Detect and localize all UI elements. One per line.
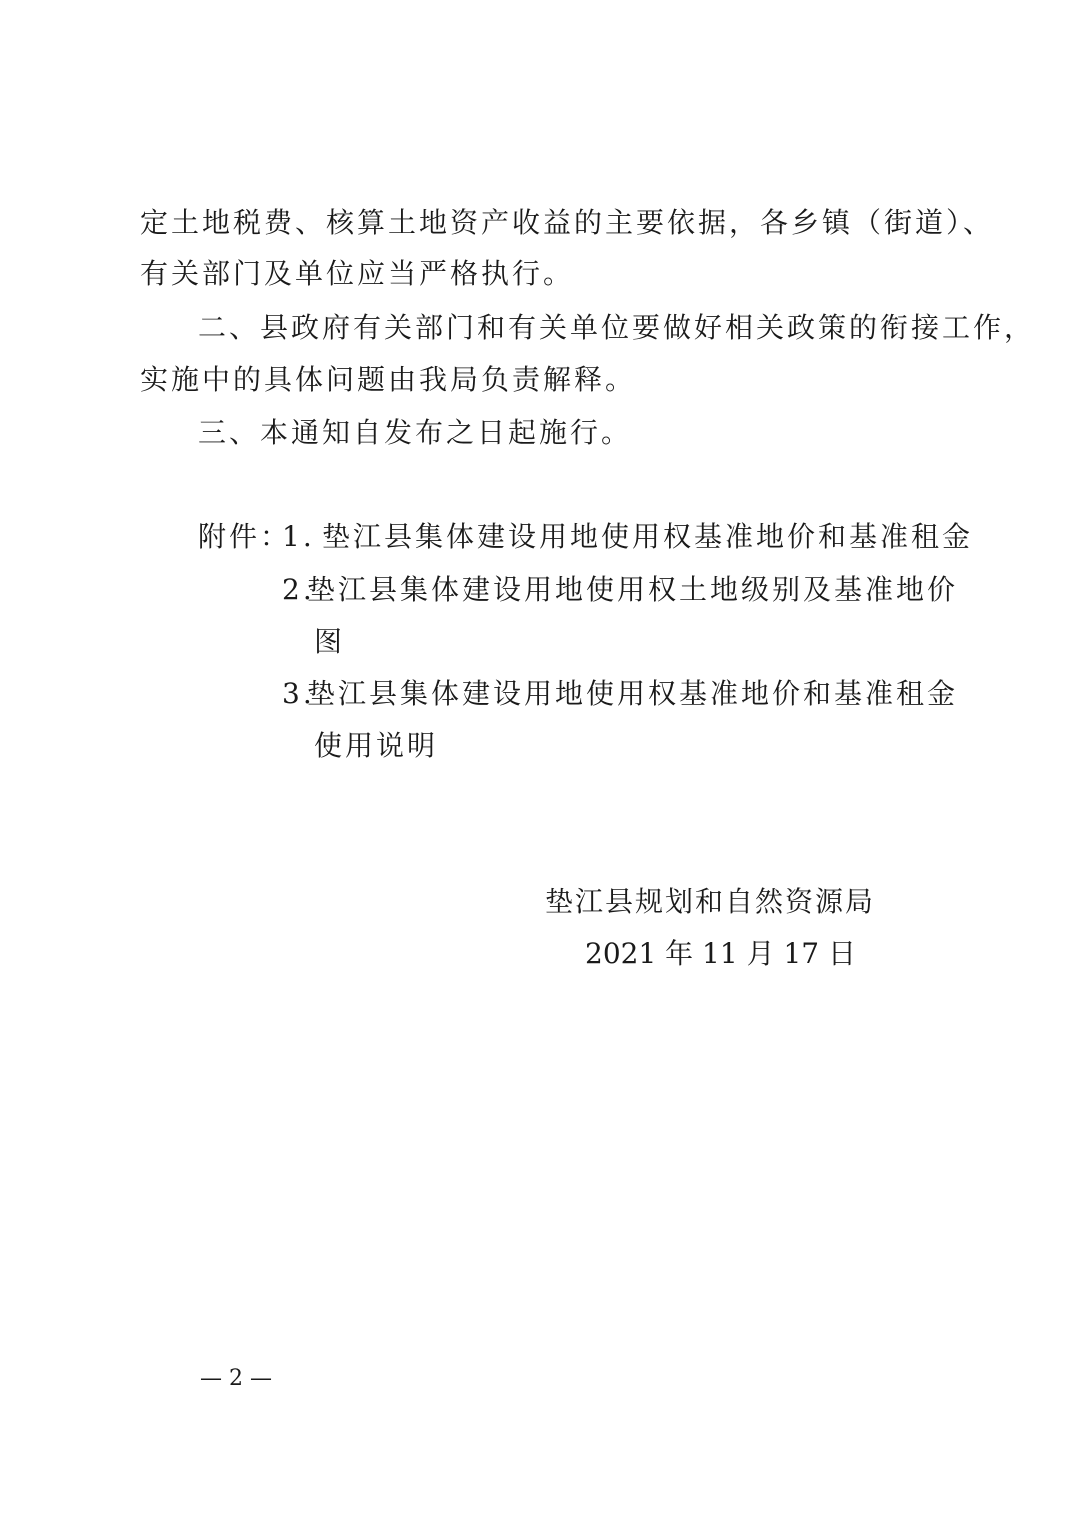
- body-text-line: 定土地税费、核算土地资产收益的主要依据，各乡镇（街道）、: [140, 206, 995, 239]
- body-text-line: 有关部门及单位应当严格执行。: [140, 257, 575, 290]
- attachment-item-number: 2.: [282, 573, 315, 606]
- page-number: — 2 —: [200, 1366, 272, 1391]
- body-text-line: 三、本通知自发布之日起施行。: [198, 416, 633, 449]
- attachment-item-number: 1.: [282, 520, 315, 553]
- attachment-item-number: 3.: [282, 677, 315, 710]
- attachment-item-title: 垫江县集体建设用地使用权基准地价和基准租金: [307, 677, 959, 710]
- signature-date: 2021 年 11 月 17 日: [585, 937, 857, 970]
- body-text-line: 二、县政府有关部门和有关单位要做好相关政策的衔接工作，: [198, 311, 1036, 344]
- attachments-label: 附件：: [198, 520, 292, 553]
- attachment-item-title-continued: 图: [314, 625, 346, 658]
- attachment-item-title: 垫江县集体建设用地使用权基准地价和基准租金: [322, 520, 974, 553]
- attachment-item-title-continued: 使用说明: [314, 729, 439, 762]
- body-text-line: 实施中的具体问题由我局负责解释。: [140, 363, 637, 396]
- attachment-item-title: 垫江县集体建设用地使用权土地级别及基准地价: [307, 573, 959, 606]
- signature-organization: 垫江县规划和自然资源局: [545, 885, 876, 918]
